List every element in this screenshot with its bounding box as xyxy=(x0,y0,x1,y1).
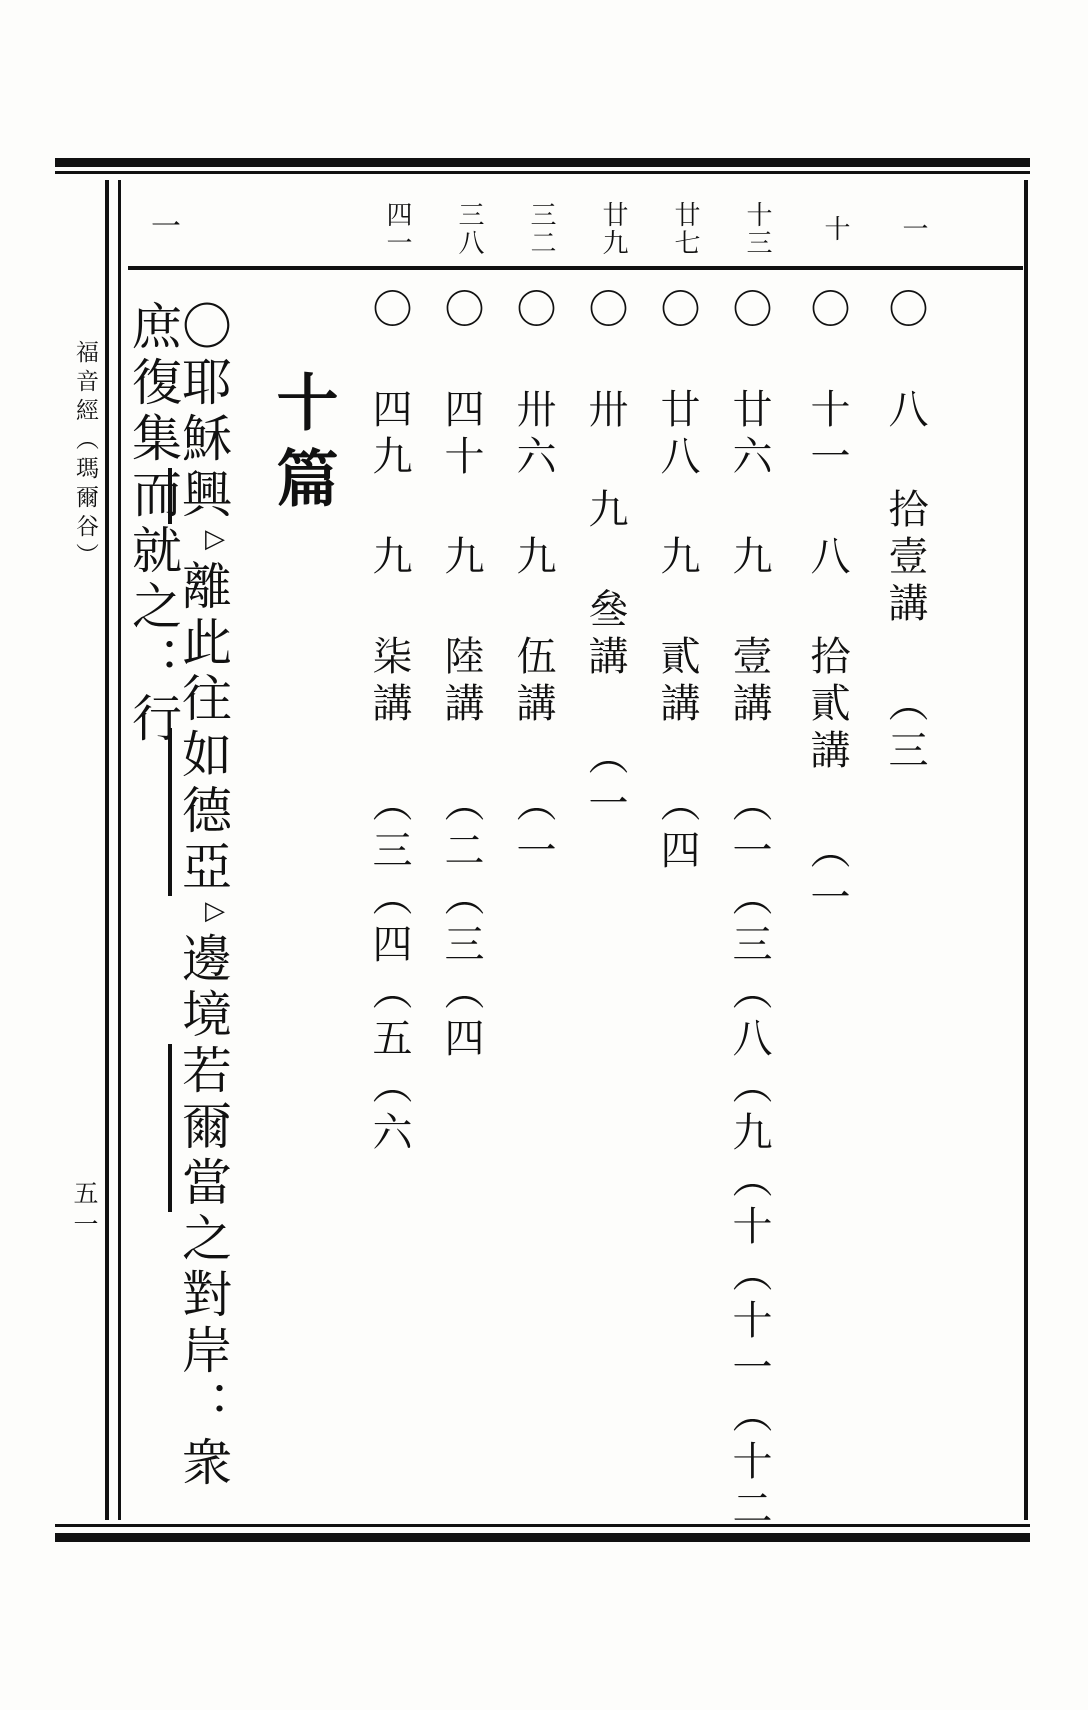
proper-noun-marker-1: ▷ xyxy=(200,524,230,560)
top-border-thick xyxy=(55,158,1030,167)
top-border-thin xyxy=(55,171,1030,174)
body-text-end: 之對岸：衆庶復集而就之：行 xyxy=(124,300,232,1492)
bottom-border-thick xyxy=(55,1533,1030,1542)
proper-noun-marker-2: ▷ xyxy=(200,896,230,932)
frame-line-right xyxy=(1024,180,1028,1520)
section-title: 十篇 xyxy=(266,370,339,522)
section-head-number: 一 xyxy=(145,210,180,240)
toc-head-3: 十三 xyxy=(742,201,772,257)
toc-head-5: 廿九 xyxy=(598,201,628,257)
toc-entry-7[interactable]: 〇 四十 九 陸講 （二（三（四 xyxy=(438,288,484,1064)
toc-head-8: 四一 xyxy=(382,201,412,257)
body-text-mid-1: 離此往 xyxy=(174,560,232,728)
body-text-column xyxy=(124,300,232,1510)
bottom-border-thin xyxy=(55,1524,1030,1527)
page-number: 五一 xyxy=(70,1180,99,1242)
toc-entry-6[interactable]: 〇 卅六 九 伍講 （一 xyxy=(510,288,556,876)
toc-head-1: 一 xyxy=(898,215,928,243)
proper-noun-1: 興 xyxy=(168,468,232,524)
toc-entry-5[interactable]: 〇 卅 九 叄講 （一 xyxy=(582,288,628,829)
toc-head-2: 十 xyxy=(820,215,850,243)
frame-line-outer xyxy=(105,180,109,1520)
toc-header-underline xyxy=(128,266,1023,270)
running-title: 福音經（瑪爾谷） xyxy=(72,340,98,572)
toc-entry-3[interactable]: 〇 廿六 九 壹講 （一（三（八（九（十（十一（十二 xyxy=(726,288,772,1534)
toc-head-6: 三二 xyxy=(526,201,556,257)
toc-entry-1[interactable]: 〇 八 拾壹講 （三 xyxy=(882,288,928,776)
toc-head-7: 三八 xyxy=(454,201,484,257)
body-text-start: 〇耶穌 xyxy=(174,300,232,468)
toc-entry-8[interactable]: 〇 四九 九 柒講 （三（四（五（六 xyxy=(366,288,412,1158)
toc-entry-2[interactable]: 〇 十一 八 拾貳講 （一 xyxy=(804,288,850,923)
body-text-mid-2: 邊境 xyxy=(174,932,232,1044)
toc-head-4: 廿七 xyxy=(670,201,700,257)
proper-noun-2: 如德亞 xyxy=(168,728,232,896)
frame-line-inner xyxy=(118,180,121,1520)
proper-noun-3: 若爾當 xyxy=(168,1044,232,1212)
toc-entry-4[interactable]: 〇 廿八 九 貳講 （四 xyxy=(654,288,700,876)
